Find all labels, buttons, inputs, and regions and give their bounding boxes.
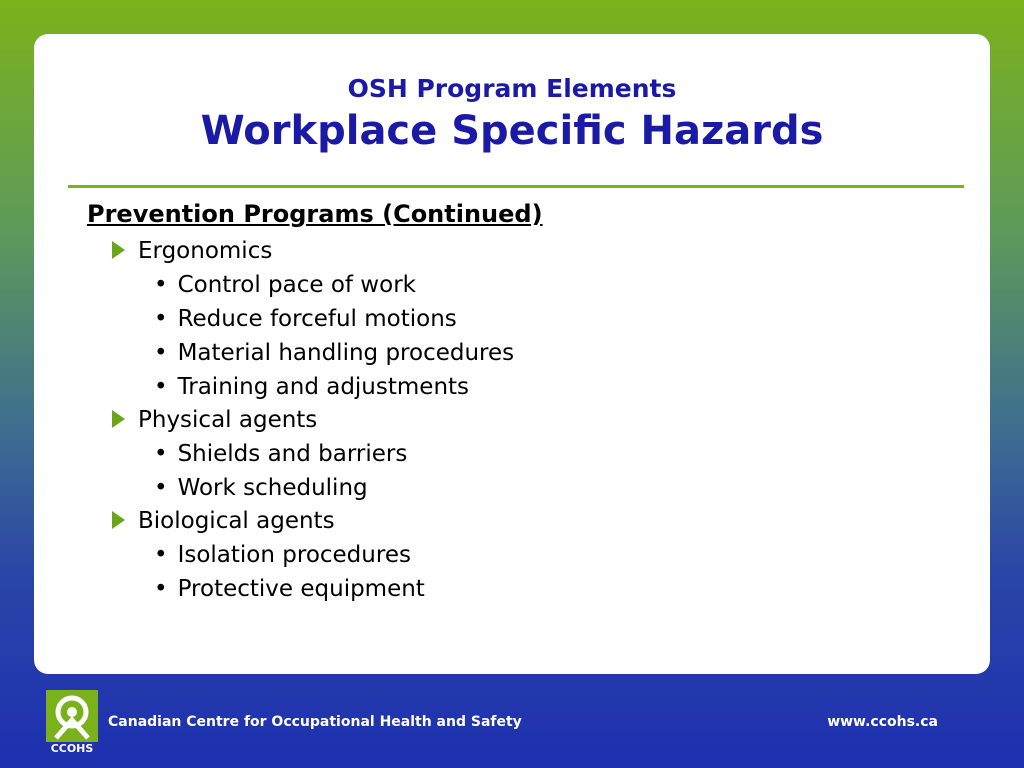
footer-url[interactable]: www.ccohs.ca (827, 714, 938, 730)
list-item-level2: • Reduce forceful motions (154, 306, 457, 332)
title-divider (68, 185, 964, 188)
list-item-level2: • Material handling procedures (154, 340, 515, 366)
list-item-level1: Physical agents (112, 405, 317, 435)
list-item-level1: Biological agents (112, 506, 335, 536)
list-item-level2: • Training and adjustments (154, 374, 470, 400)
section-heading: Prevention Programs (Continued) (87, 200, 543, 228)
list-item-level2: • Work scheduling (154, 475, 368, 501)
ccohs-logo (46, 690, 98, 758)
slide-subtitle: OSH Program Elements (347, 74, 677, 103)
arrow-bullet-icon (112, 511, 125, 529)
list-item-level1: Ergonomics (112, 236, 272, 266)
footer-organization: Canadian Centre for Occupational Health and Safety (108, 714, 522, 730)
list-item-level2: • Protective equipment (154, 576, 425, 602)
list-item-level2: • Control pace of work (154, 272, 416, 298)
slide-panel (34, 34, 990, 674)
slide-title: Workplace Specific Hazards (200, 108, 824, 154)
logo-text: CCOHS (50, 742, 94, 755)
list-item-level2: • Shields and barriers (154, 441, 408, 467)
list-item-level2: • Isolation procedures (154, 542, 411, 568)
ccohs-logo-icon (46, 690, 98, 742)
arrow-bullet-icon (112, 410, 125, 428)
arrow-bullet-icon (112, 241, 125, 259)
